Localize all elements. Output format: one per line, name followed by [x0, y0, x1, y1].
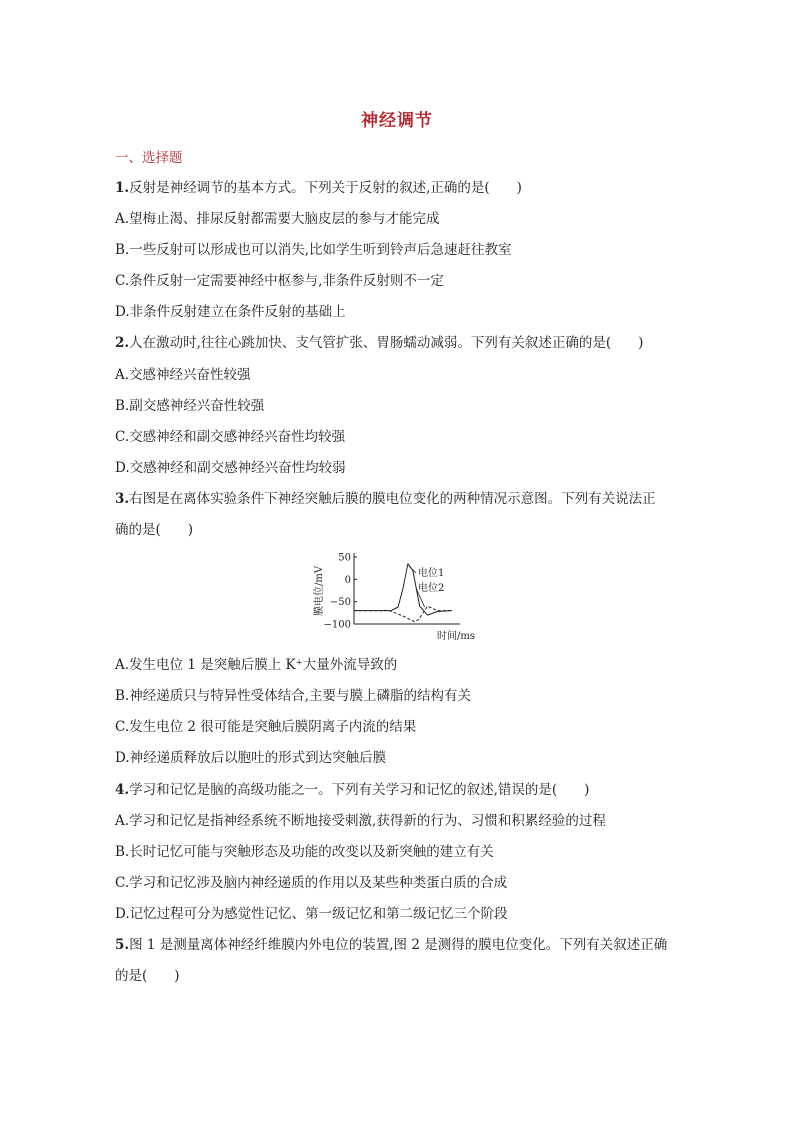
question-4-stem — [115, 780, 589, 800]
question-5-stem — [115, 966, 180, 986]
question-text: 学习和记忆是脑的高级功能之一。下列有关学习和记忆的叙述,错误的是( ) — [129, 782, 590, 798]
question-1-option: C.条件反射一定需要神经中枢参与,非条件反射则不一定 — [115, 273, 444, 289]
question-3-stem — [115, 489, 656, 509]
y-tick-label: −50 — [329, 597, 351, 609]
question-2-option: A.交感神经兴奋性较强 — [115, 367, 251, 383]
question-1-option: B.一些反射可以形成也可以消失,比如学生听到铃声后急速赶往教室 — [115, 242, 512, 258]
question-3-option: B.神经递质只与特异性受体结合,主要与膜上磷脂的结构有关 — [115, 688, 472, 704]
page-title: 神经调节 — [361, 111, 433, 131]
question-number: 5. — [115, 937, 130, 953]
question-3-option: C.发生电位 2 很可能是突触后膜阴离子内流的结果 — [115, 719, 417, 735]
legend-leader-1 — [409, 566, 416, 573]
question-4-option: D.记忆过程可分为感觉性记忆、第一级记忆和第二级记忆三个阶段 — [115, 906, 508, 922]
question-1-option: D.非条件反射建立在条件反射的基础上 — [115, 304, 346, 320]
y-axis-label: 膜电位/mV — [314, 565, 325, 617]
question-4-option: B.长时记忆可能与突触形态及功能的改变以及新突触的建立有关 — [115, 844, 494, 860]
question-1-stem — [115, 178, 522, 198]
question-text: 的是( ) — [115, 968, 180, 984]
x-axis-label: 时间/ms — [437, 631, 475, 641]
question-2-option: C.交感神经和副交感神经兴奋性均较强 — [115, 429, 346, 445]
legend-label-2: 电位2 — [418, 583, 445, 594]
question-text: 确的是( ) — [115, 522, 194, 538]
membrane-potential-chart — [312, 551, 492, 641]
question-number: 1. — [115, 180, 130, 196]
question-1-option: A.望梅止渴、排尿反射都需要大脑皮层的参与才能完成 — [115, 211, 440, 227]
question-5-stem — [115, 935, 667, 955]
question-text: 右图是在离体实验条件下神经突触后膜的膜电位变化的两种情况示意图。下列有关说法正 — [129, 491, 656, 507]
question-text: 反射是神经调节的基本方式。下列关于反射的叙述,正确的是( ) — [129, 180, 522, 196]
y-tick-label: 0 — [344, 574, 351, 586]
question-3-stem — [115, 520, 193, 540]
question-3-option: A.发生电位 1 是突触后膜上 K⁺大量外流导致的 — [115, 657, 398, 673]
question-number: 3. — [115, 491, 130, 507]
question-4-option: A.学习和记忆是指神经系统不断地接受刺激,获得新的行为、习惯和积累经验的过程 — [115, 813, 606, 829]
y-tick-label: 50 — [338, 552, 351, 564]
question-2-option: B.副交感神经兴奋性较强 — [115, 398, 265, 414]
series-line-2 — [354, 606, 452, 622]
question-number: 2. — [115, 335, 130, 351]
legend-label-1: 电位1 — [418, 568, 445, 579]
question-4-option: C.学习和记忆涉及脑内神经递质的作用以及某些种类蛋白质的合成 — [115, 875, 508, 891]
question-text: 图 1 是测量离体神经纤维膜内外电位的装置,图 2 是测得的膜电位变化。下列有关叙述正确 — [129, 937, 668, 953]
question-number: 4. — [115, 782, 130, 798]
question-3-option: D.神经递质释放后以胞吐的形式到达突触后膜 — [115, 750, 387, 766]
y-tick-label: −100 — [323, 619, 351, 631]
section-heading: 一、选择题 — [115, 150, 183, 166]
question-text: 人在激动时,往往心跳加快、支气管扩张、胃肠蠕动减弱。下列有关叙述正确的是( ) — [129, 335, 644, 351]
question-2-stem — [115, 333, 643, 353]
membrane-potential-figure — [312, 551, 492, 641]
question-2-option: D.交感神经和副交感神经兴奋性均较弱 — [115, 460, 346, 476]
